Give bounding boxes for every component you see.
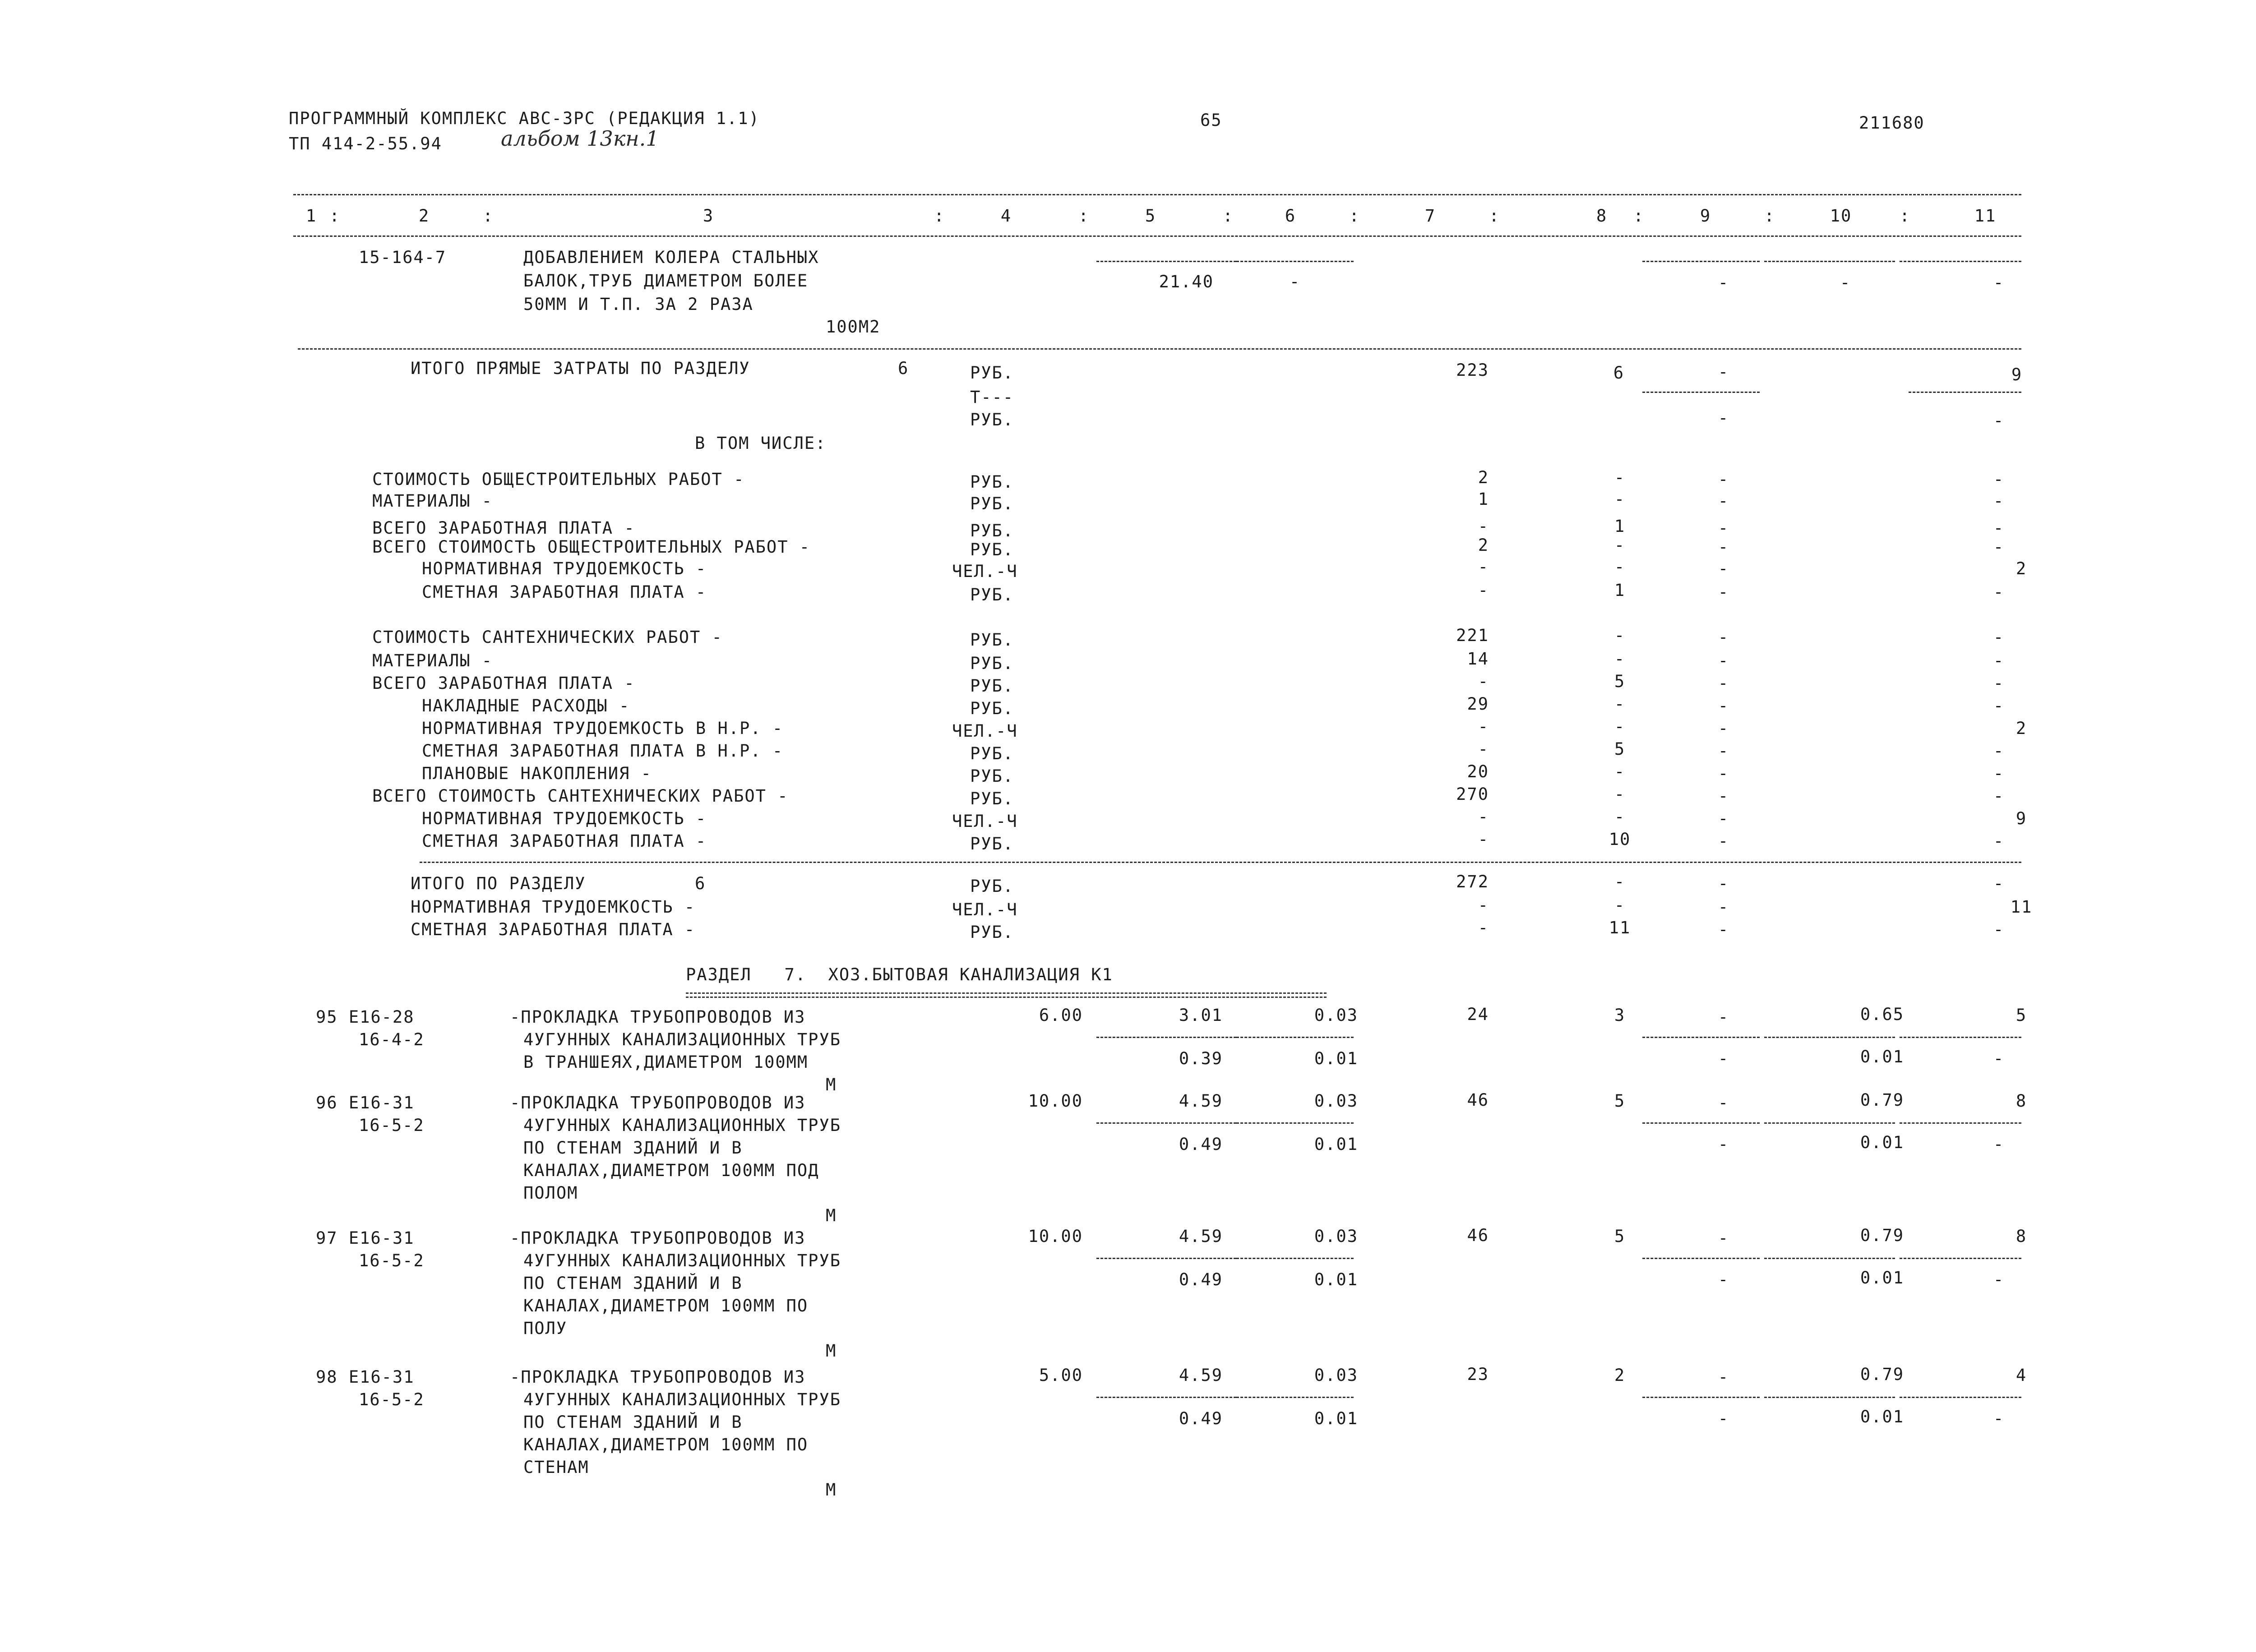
- cell-c9: -: [1718, 273, 1729, 292]
- section7-underline: [686, 992, 1327, 998]
- column-header: 3: [703, 206, 714, 226]
- column-header: 5: [1145, 206, 1156, 226]
- row-desc-line: ДОБАВЛЕНИЕМ КОЛЕРА СТАЛЬНЫХ: [523, 248, 819, 267]
- summary-label: НОРМАТИВНАЯ ТРУДОЕМКОСТЬ -: [422, 559, 707, 578]
- column-separator: :: [1633, 206, 1645, 226]
- cell-c11: -: [1993, 518, 2005, 538]
- cell-rule: [1900, 1258, 2021, 1259]
- item-desc-line: КАНАЛАХ,ДИАМЕТРОМ 100ММ ПО: [523, 1296, 809, 1315]
- cell-c11: -: [1993, 537, 2005, 557]
- totals-rule: [420, 862, 2021, 863]
- column-header: 4: [1000, 206, 1012, 226]
- cell-c9: -: [1718, 920, 1729, 939]
- item-number: 98 Е16-31: [316, 1367, 415, 1387]
- total-label: ИТОГО ПО РАЗДЕЛУ: [411, 874, 586, 893]
- cell-c9: -: [1718, 470, 1729, 489]
- cell-c11: -: [1993, 674, 2005, 693]
- cell-c8: 5: [1614, 1091, 1626, 1111]
- cell-c8: -: [1614, 694, 1626, 714]
- summary-unit: РУБ.: [970, 789, 1014, 808]
- cell-c9: -: [1718, 582, 1729, 602]
- cell-c7: 270: [1456, 784, 1489, 804]
- cell-c6: 0.03: [1314, 1006, 1358, 1025]
- cell-rule: [1236, 1397, 1354, 1398]
- cell-c11: -: [1993, 628, 2005, 647]
- summary-label: СМЕТНАЯ ЗАРАБОТНАЯ ПЛАТА -: [422, 582, 707, 602]
- cell-c9: -: [1718, 491, 1729, 511]
- section6-total-label: ИТОГО ПРЯМЫЕ ЗАТРАТЫ ПО РАЗДЕЛУ: [411, 359, 750, 378]
- cell-c5: 21.40: [1159, 272, 1214, 291]
- column-separator: :: [1078, 206, 1090, 226]
- cell-c9: -: [1718, 559, 1729, 578]
- cell-rule: [1900, 1037, 2021, 1038]
- cell-c11: 11: [2010, 897, 2033, 917]
- summary-label: ВСЕГО ЗАРАБОТНАЯ ПЛАТА -: [372, 518, 635, 538]
- summary-label: НАКЛАДНЫЕ РАСХОДЫ -: [422, 696, 630, 715]
- cell-c9: -: [1718, 1228, 1729, 1248]
- cell-c8: -: [1614, 649, 1626, 669]
- cell-c7: 223: [1456, 360, 1489, 380]
- page-number: 65: [1200, 111, 1222, 130]
- cell-c9: -: [1718, 809, 1729, 828]
- cell-c11: -: [1993, 920, 2005, 939]
- cell-c8: 5: [1614, 672, 1626, 691]
- cell-c11: -: [1993, 411, 2005, 430]
- header-rule-bottom: [293, 235, 2021, 237]
- item-unit: М: [826, 1480, 837, 1500]
- cell-c8: 3: [1614, 1006, 1626, 1025]
- item-desc-line: -ПРОКЛАДКА ТРУБОПРОВОДОВ ИЗ: [510, 1228, 806, 1248]
- cell-rule: [1764, 1037, 1895, 1038]
- cell-rule: [1642, 392, 1760, 393]
- cell-c11-second: -: [1993, 1409, 2005, 1428]
- item-number: 97 Е16-31: [316, 1228, 415, 1248]
- cell-rule: [1096, 1037, 1236, 1038]
- summary-unit: РУБ.: [970, 699, 1014, 718]
- cell-c6-second: 0.01: [1314, 1409, 1358, 1428]
- cell-c7: 24: [1467, 1005, 1489, 1024]
- row-desc-line: 50ММ И Т.П. ЗА 2 РАЗА: [523, 295, 754, 314]
- cell-c9: -: [1718, 408, 1729, 428]
- cell-c6-second: 0.01: [1314, 1270, 1358, 1289]
- cell-c9-second: -: [1718, 1135, 1729, 1154]
- cell-c6: -: [1289, 272, 1301, 291]
- cell-c8: 11: [1609, 918, 1631, 937]
- cell-c9: -: [1718, 764, 1729, 783]
- cell-c11: -: [1993, 786, 2005, 806]
- item-desc-line: ПО СТЕНАМ ЗДАНИЙ И В: [523, 1274, 743, 1293]
- item-desc-line: ПОЛУ: [523, 1319, 568, 1338]
- cell-c10-second: 0.01: [1860, 1407, 1904, 1426]
- cell-c9: -: [1718, 674, 1729, 693]
- cell-c8: -: [1614, 557, 1626, 577]
- cell-rule: [1642, 1258, 1760, 1259]
- cell-rule: [1096, 1258, 1236, 1259]
- cell-rule: [1764, 1397, 1895, 1398]
- column-header: 1: [305, 206, 317, 226]
- item-unit: М: [826, 1075, 837, 1094]
- column-header: 6: [1285, 206, 1296, 226]
- cell-rule: [1096, 261, 1236, 262]
- column-separator: :: [1764, 206, 1775, 226]
- summary-label: ВСЕГО СТОИМОСТЬ САНТЕХНИЧЕСКИХ РАБОТ -: [372, 786, 789, 806]
- item-desc-line: В ТРАНШЕЯХ,ДИАМЕТРОМ 100ММ: [523, 1052, 809, 1072]
- cell-c11: -: [1993, 696, 2005, 715]
- cell-c11: -: [1993, 470, 2005, 489]
- summary-label: МАТЕРИАЛЫ -: [372, 491, 493, 511]
- cell-c11: -: [1993, 831, 2005, 851]
- project-code: ТП 414-2-55.94: [289, 134, 442, 153]
- cell-c10-second: 0.01: [1860, 1047, 1904, 1066]
- cell-c11: -: [1993, 741, 2005, 761]
- in-that-number: В ТОМ ЧИСЛЕ:: [695, 434, 827, 453]
- column-separator: :: [483, 206, 494, 226]
- column-header: 11: [1974, 206, 1997, 226]
- column-separator: :: [1223, 206, 1234, 226]
- cell-rule: [1642, 261, 1760, 262]
- cell-rule: [1642, 1122, 1760, 1124]
- cell-rule: [1900, 1122, 2021, 1124]
- cell-c9: -: [1718, 897, 1729, 917]
- summary-unit: РУБ.: [970, 766, 1014, 786]
- cell-c11-second: -: [1993, 1270, 2005, 1289]
- section6-total-mark: Т---: [970, 388, 1014, 407]
- cell-c9: -: [1718, 628, 1729, 647]
- cell-c8: 1: [1614, 517, 1626, 536]
- cell-c11: -: [1993, 582, 2005, 602]
- cell-c9: -: [1718, 651, 1729, 670]
- summary-unit: РУБ.: [970, 540, 1014, 559]
- section7-title: РАЗДЕЛ 7. ХОЗ.БЫТОВАЯ КАНАЛИЗАЦИЯ К1: [686, 965, 1113, 984]
- cell-c6-second: 0.01: [1314, 1049, 1358, 1068]
- item-subcode: 16-4-2: [359, 1030, 425, 1049]
- cell-c6-second: 0.01: [1314, 1135, 1358, 1154]
- cell-c7: 29: [1467, 694, 1489, 714]
- item-unit: М: [826, 1341, 837, 1361]
- cell-c7: 2: [1478, 468, 1489, 487]
- item-desc-line: -ПРОКЛАДКА ТРУБОПРОВОДОВ ИЗ: [510, 1007, 806, 1027]
- item-desc-line: СТЕНАМ: [523, 1458, 589, 1477]
- cell-c5: 4.59: [1179, 1366, 1223, 1385]
- column-header: 8: [1596, 206, 1608, 226]
- total-label: НОРМАТИВНАЯ ТРУДОЕМКОСТЬ -: [411, 897, 696, 917]
- cell-c5: 4.59: [1179, 1227, 1223, 1246]
- item-desc-line: КАНАЛАХ,ДИАМЕТРОМ 100ММ ПОД: [523, 1161, 819, 1180]
- cell-c8: 10: [1609, 830, 1631, 849]
- item-desc-line: КАНАЛАХ,ДИАМЕТРОМ 100ММ ПО: [523, 1435, 809, 1454]
- cell-c6: 0.03: [1314, 1227, 1358, 1246]
- cell-c7: -: [1478, 830, 1489, 849]
- summary-label: НОРМАТИВНАЯ ТРУДОЕМКОСТЬ В Н.Р. -: [422, 719, 784, 738]
- cell-c8: -: [1614, 489, 1626, 509]
- summary-unit: РУБ.: [970, 834, 1014, 854]
- cell-qty: 10.00: [1028, 1227, 1083, 1246]
- cell-c11: 5: [2016, 1006, 2027, 1025]
- item-subcode: 16-5-2: [359, 1390, 425, 1409]
- item-desc-line: -ПРОКЛАДКА ТРУБОПРОВОДОВ ИЗ: [510, 1093, 806, 1112]
- summary-unit: РУБ.: [970, 494, 1014, 513]
- item-desc-line: ПОЛОМ: [523, 1183, 578, 1203]
- summary-label: ВСЕГО ЗАРАБОТНАЯ ПЛАТА -: [372, 674, 635, 693]
- cell-c7: -: [1478, 739, 1489, 759]
- cell-c7: 1: [1478, 489, 1489, 509]
- section6-total-number: 6: [898, 359, 909, 378]
- cell-c11: 9: [2016, 809, 2027, 828]
- cell-c11: -: [1993, 764, 2005, 783]
- cell-c10: 0.65: [1860, 1005, 1904, 1024]
- cell-qty: 10.00: [1028, 1091, 1083, 1111]
- cell-c7: 272: [1456, 872, 1489, 891]
- summary-unit: РУБ.: [970, 585, 1014, 605]
- total-section-number: 6: [695, 874, 706, 893]
- cell-c8: -: [1614, 895, 1626, 915]
- cell-c7: -: [1478, 672, 1489, 691]
- cell-c9: -: [1718, 1367, 1729, 1387]
- summary-unit: ЧЕЛ.-Ч: [952, 721, 1018, 741]
- cell-c11: -: [1993, 651, 2005, 670]
- cell-c9: -: [1718, 518, 1729, 538]
- cell-c10: 0.79: [1860, 1226, 1904, 1245]
- cell-c9: -: [1718, 1007, 1729, 1027]
- handwritten-note: альбом 13кн.1: [501, 126, 659, 151]
- cell-c8: -: [1614, 762, 1626, 781]
- cell-c9: -: [1718, 719, 1729, 738]
- cell-c7: 20: [1467, 762, 1489, 781]
- cell-c11: 2: [2016, 719, 2027, 738]
- cell-c8: 5: [1614, 1227, 1626, 1246]
- cell-rule: [1236, 1258, 1354, 1259]
- cell-c9-second: -: [1718, 1270, 1729, 1289]
- cell-rule: [1642, 1397, 1760, 1398]
- item-desc-line: 4УГУННЫХ КАНАЛИЗАЦИОННЫХ ТРУБ: [523, 1116, 841, 1135]
- cell-rule: [1764, 261, 1895, 262]
- cell-c11: -: [1993, 874, 2005, 893]
- cell-c5-second: 0.49: [1179, 1135, 1223, 1154]
- cell-c10: -: [1840, 273, 1851, 292]
- column-separator: :: [1349, 206, 1360, 226]
- cell-c8: -: [1614, 468, 1626, 487]
- cell-c11: 8: [2016, 1227, 2027, 1246]
- cell-c7: 23: [1467, 1365, 1489, 1384]
- cell-c9-second: -: [1718, 1409, 1729, 1428]
- cell-c7: -: [1478, 581, 1489, 600]
- cell-c7: -: [1478, 717, 1489, 736]
- cell-rule: [1236, 1122, 1354, 1124]
- cell-c7: -: [1478, 895, 1489, 915]
- summary-unit: РУБ.: [970, 654, 1014, 673]
- row-unit: 100М2: [826, 317, 881, 337]
- summary-unit: РУБ.: [970, 630, 1014, 650]
- summary-label: НОРМАТИВНАЯ ТРУДОЕМКОСТЬ -: [422, 809, 707, 828]
- summary-unit: ЧЕЛ.-Ч: [952, 812, 1018, 831]
- item-subcode: 16-5-2: [359, 1116, 425, 1135]
- cell-c8: 5: [1614, 739, 1626, 759]
- summary-label: СТОИМОСТЬ САНТЕХНИЧЕСКИХ РАБОТ -: [372, 628, 723, 647]
- summary-unit: РУБ.: [970, 521, 1014, 540]
- column-header: 10: [1830, 206, 1852, 226]
- cell-rule: [1642, 1037, 1760, 1038]
- cell-c5-second: 0.39: [1179, 1049, 1223, 1068]
- item-desc-line: 4УГУННЫХ КАНАЛИЗАЦИОННЫХ ТРУБ: [523, 1030, 841, 1049]
- cell-rule: [1764, 1122, 1895, 1124]
- total-unit: РУБ.: [970, 877, 1014, 896]
- cell-c8: -: [1614, 872, 1626, 891]
- cell-c8: 2: [1614, 1366, 1626, 1385]
- cell-c9: -: [1718, 786, 1729, 806]
- item-desc-line: 4УГУННЫХ КАНАЛИЗАЦИОННЫХ ТРУБ: [523, 1251, 841, 1270]
- item-desc-line: ПО СТЕНАМ ЗДАНИЙ И В: [523, 1138, 743, 1158]
- item-number: 95 Е16-28: [316, 1007, 415, 1027]
- column-separator: :: [329, 206, 341, 226]
- summary-label: ВСЕГО СТОИМОСТЬ ОБЩЕСТРОИТЕЛЬНЫХ РАБОТ -: [372, 537, 811, 557]
- cell-c5-second: 0.49: [1179, 1409, 1223, 1428]
- cell-c8: -: [1614, 535, 1626, 555]
- document-code: 211680: [1859, 113, 1925, 133]
- cell-c10: 0.79: [1860, 1365, 1904, 1384]
- cell-c7: -: [1478, 807, 1489, 826]
- cell-c8: 1: [1614, 581, 1626, 600]
- cell-c8: 6: [1613, 363, 1624, 383]
- section6-total-unit: РУБ.: [970, 363, 1014, 383]
- cell-c7: 221: [1456, 626, 1489, 645]
- cell-c10-second: 0.01: [1860, 1133, 1904, 1152]
- cell-c6: 0.03: [1314, 1366, 1358, 1385]
- cell-c7: -: [1478, 918, 1489, 937]
- column-header: 9: [1700, 206, 1711, 226]
- cell-c11: 9: [2011, 365, 2023, 384]
- header-rule-top: [293, 194, 2021, 195]
- summary-label: ПЛАНОВЫЕ НАКОПЛЕНИЯ -: [422, 764, 652, 783]
- total-label: СМЕТНАЯ ЗАРАБОТНАЯ ПЛАТА -: [411, 920, 696, 939]
- cell-qty: 5.00: [1039, 1366, 1083, 1385]
- cell-c8: -: [1614, 717, 1626, 736]
- column-header: 7: [1424, 206, 1436, 226]
- item-desc-line: -ПРОКЛАДКА ТРУБОПРОВОДОВ ИЗ: [510, 1367, 806, 1387]
- cell-qty: 6.00: [1039, 1006, 1083, 1025]
- cell-c11: 4: [2016, 1366, 2027, 1385]
- summary-unit: РУБ.: [970, 744, 1014, 763]
- cell-c7: -: [1478, 557, 1489, 577]
- cell-rule: [1096, 1122, 1236, 1124]
- cell-c11-second: -: [1993, 1135, 2005, 1154]
- column-header: 2: [418, 206, 430, 226]
- cell-rule: [1236, 1037, 1354, 1038]
- item-unit: М: [826, 1206, 837, 1225]
- cell-c7: 14: [1467, 649, 1489, 669]
- summary-label: СМЕТНАЯ ЗАРАБОТНАЯ ПЛАТА -: [422, 831, 707, 851]
- cell-c11: 8: [2016, 1091, 2027, 1111]
- row-code: 15-164-7: [359, 248, 447, 267]
- row-rule: [298, 348, 2021, 350]
- cell-rule: [1764, 1258, 1895, 1259]
- cell-c11: 2: [2016, 559, 2027, 578]
- cell-rule: [1096, 1397, 1236, 1398]
- cell-c7: 2: [1478, 535, 1489, 555]
- cell-c7: -: [1478, 517, 1489, 536]
- cell-c5-second: 0.49: [1179, 1270, 1223, 1289]
- summary-unit: РУБ.: [970, 676, 1014, 696]
- summary-label: СТОИМОСТЬ ОБЩЕСТРОИТЕЛЬНЫХ РАБОТ -: [372, 470, 745, 489]
- cell-rule: [1236, 261, 1354, 262]
- cell-c11: -: [1993, 273, 2005, 292]
- cell-c5: 4.59: [1179, 1091, 1223, 1111]
- column-separator: :: [1489, 206, 1500, 226]
- program-title: ПРОГРАММНЫЙ КОМПЛЕКС АВС-3РС (РЕДАКЦИЯ 1.1): [289, 109, 760, 128]
- section6-total-unit: РУБ.: [970, 410, 1014, 429]
- cell-c9: -: [1718, 741, 1729, 761]
- item-number: 96 Е16-31: [316, 1093, 415, 1112]
- summary-label: СМЕТНАЯ ЗАРАБОТНАЯ ПЛАТА В Н.Р. -: [422, 741, 784, 761]
- cell-c9: -: [1718, 831, 1729, 851]
- cell-rule: [1900, 261, 2021, 262]
- cell-c9: -: [1718, 696, 1729, 715]
- column-separator: :: [1900, 206, 1911, 226]
- cell-c10: 0.79: [1860, 1090, 1904, 1110]
- column-separator: :: [934, 206, 945, 226]
- cell-rule: [1909, 392, 2021, 393]
- cell-c8: -: [1614, 626, 1626, 645]
- total-unit: ЧЕЛ.-Ч: [952, 900, 1018, 919]
- total-unit: РУБ.: [970, 923, 1014, 942]
- cell-rule: [1900, 1397, 2021, 1398]
- cell-c9: -: [1718, 1093, 1729, 1112]
- summary-unit: РУБ.: [970, 472, 1014, 492]
- cell-c11: -: [1993, 491, 2005, 511]
- cell-c11-second: -: [1993, 1049, 2005, 1068]
- summary-label: МАТЕРИАЛЫ -: [372, 651, 493, 670]
- cell-c9: -: [1718, 362, 1729, 382]
- cell-c5: 3.01: [1179, 1006, 1223, 1025]
- cell-c7: 46: [1467, 1226, 1489, 1245]
- cell-c10-second: 0.01: [1860, 1268, 1904, 1287]
- cell-c7: 46: [1467, 1090, 1489, 1110]
- cell-c9: -: [1718, 537, 1729, 557]
- cell-c8: -: [1614, 807, 1626, 826]
- row-desc-line: БАЛОК,ТРУБ ДИАМЕТРОМ БОЛЕЕ: [523, 271, 809, 291]
- item-subcode: 16-5-2: [359, 1251, 425, 1270]
- item-desc-line: 4УГУННЫХ КАНАЛИЗАЦИОННЫХ ТРУБ: [523, 1390, 841, 1409]
- cell-c6: 0.03: [1314, 1091, 1358, 1111]
- item-desc-line: ПО СТЕНАМ ЗДАНИЙ И В: [523, 1412, 743, 1432]
- cell-c8: -: [1614, 784, 1626, 804]
- cell-c9-second: -: [1718, 1049, 1729, 1068]
- summary-unit: ЧЕЛ.-Ч: [952, 562, 1018, 581]
- cell-c9: -: [1718, 874, 1729, 893]
